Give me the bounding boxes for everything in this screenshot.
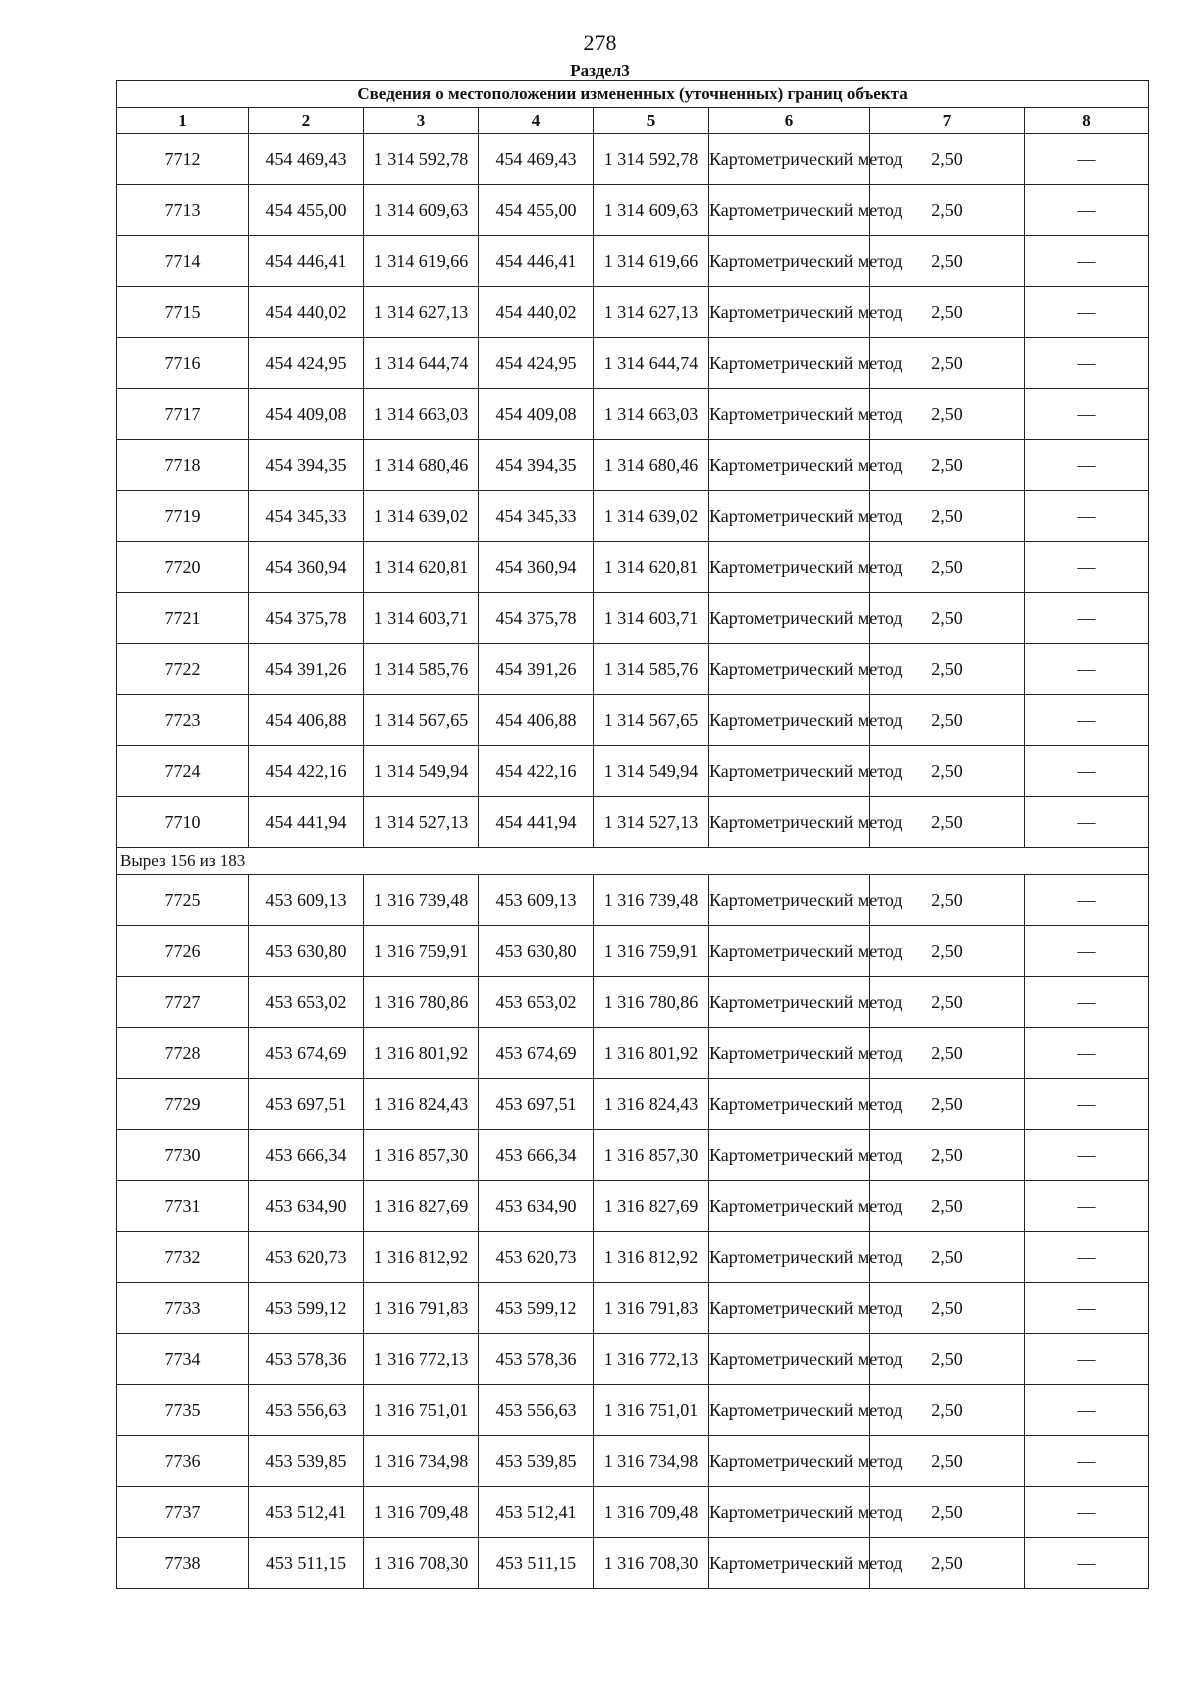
y-coordinate-cell: 1 314 663,03 <box>364 389 479 440</box>
description-cell: — <box>1025 644 1149 695</box>
section-title: Раздел3 <box>570 61 630 80</box>
point-number-cell: 7720 <box>117 542 249 593</box>
x-coordinate-cell: 453 674,69 <box>249 1028 364 1079</box>
point-number-cell: 7723 <box>117 695 249 746</box>
x-coordinate-cell: 453 666,34 <box>249 1130 364 1181</box>
y-coordinate-cell: 1 314 592,78 <box>594 134 709 185</box>
y-coordinate-cell: 1 316 734,98 <box>364 1436 479 1487</box>
y-coordinate-cell: 1 316 751,01 <box>594 1385 709 1436</box>
x-coordinate-cell: 454 391,26 <box>249 644 364 695</box>
y-coordinate-cell: 1 314 567,65 <box>364 695 479 746</box>
y-coordinate-cell: 1 314 680,46 <box>364 440 479 491</box>
description-cell: — <box>1025 236 1149 287</box>
y-coordinate-cell: 1 316 772,13 <box>594 1334 709 1385</box>
method-cell: Картометрический метод <box>709 1028 870 1079</box>
y-coordinate-cell: 1 316 827,69 <box>364 1181 479 1232</box>
y-coordinate-cell: 1 316 739,48 <box>594 875 709 926</box>
y-coordinate-cell: 1 314 627,13 <box>364 287 479 338</box>
point-number-cell: 7727 <box>117 977 249 1028</box>
y-coordinate-cell: 1 316 709,48 <box>364 1487 479 1538</box>
y-coordinate-cell: 1 314 620,81 <box>594 542 709 593</box>
column-number: 2 <box>249 108 364 134</box>
point-number-cell: 7733 <box>117 1283 249 1334</box>
precision-cell: 2,50 <box>870 593 1025 644</box>
x-coordinate-cell: 454 375,78 <box>249 593 364 644</box>
precision-cell: 2,50 <box>870 875 1025 926</box>
description-cell: — <box>1025 1079 1149 1130</box>
x-coordinate-cell: 453 511,15 <box>249 1538 364 1589</box>
y-coordinate-cell: 1 316 812,92 <box>594 1232 709 1283</box>
precision-cell: 2,50 <box>870 1232 1025 1283</box>
x-coordinate-cell: 454 345,33 <box>479 491 594 542</box>
x-coordinate-cell: 453 620,73 <box>479 1232 594 1283</box>
group-label: Вырез 156 из 183 <box>117 848 1149 875</box>
description-cell: — <box>1025 977 1149 1028</box>
x-coordinate-cell: 453 666,34 <box>479 1130 594 1181</box>
description-cell: — <box>1025 1538 1149 1589</box>
precision-cell: 2,50 <box>870 185 1025 236</box>
x-coordinate-cell: 454 455,00 <box>479 185 594 236</box>
method-cell: Картометрический метод <box>709 1130 870 1181</box>
x-coordinate-cell: 454 424,95 <box>249 338 364 389</box>
precision-cell: 2,50 <box>870 746 1025 797</box>
table-row <box>117 926 1149 977</box>
point-number-cell: 7728 <box>117 1028 249 1079</box>
y-coordinate-cell: 1 316 780,86 <box>364 977 479 1028</box>
method-cell: Картометрический метод <box>709 695 870 746</box>
y-coordinate-cell: 1 316 780,86 <box>594 977 709 1028</box>
x-coordinate-cell: 453 653,02 <box>249 977 364 1028</box>
y-coordinate-cell: 1 314 680,46 <box>594 440 709 491</box>
x-coordinate-cell: 454 422,16 <box>479 746 594 797</box>
y-coordinate-cell: 1 316 708,30 <box>594 1538 709 1589</box>
description-cell: — <box>1025 491 1149 542</box>
point-number-cell: 7736 <box>117 1436 249 1487</box>
point-number-cell: 7721 <box>117 593 249 644</box>
description-cell: — <box>1025 287 1149 338</box>
y-coordinate-cell: 1 316 759,91 <box>364 926 479 977</box>
y-coordinate-cell: 1 316 734,98 <box>594 1436 709 1487</box>
y-coordinate-cell: 1 316 772,13 <box>364 1334 479 1385</box>
table-row <box>117 1028 1149 1079</box>
point-number-cell: 7715 <box>117 287 249 338</box>
y-coordinate-cell: 1 316 791,83 <box>594 1283 709 1334</box>
method-cell: Картометрический метод <box>709 746 870 797</box>
description-cell: — <box>1025 1130 1149 1181</box>
x-coordinate-cell: 454 424,95 <box>479 338 594 389</box>
y-coordinate-cell: 1 314 663,03 <box>594 389 709 440</box>
y-coordinate-cell: 1 314 549,94 <box>594 746 709 797</box>
description-cell: — <box>1025 185 1149 236</box>
point-number-cell: 7712 <box>117 134 249 185</box>
x-coordinate-cell: 454 446,41 <box>249 236 364 287</box>
x-coordinate-cell: 454 469,43 <box>479 134 594 185</box>
point-number-cell: 7718 <box>117 440 249 491</box>
x-coordinate-cell: 453 620,73 <box>249 1232 364 1283</box>
table-row <box>117 542 1149 593</box>
y-coordinate-cell: 1 316 709,48 <box>594 1487 709 1538</box>
table-caption: Сведения о местоположении измененных (уточненных) границ объекта <box>117 81 1149 108</box>
x-coordinate-cell: 454 406,88 <box>249 695 364 746</box>
precision-cell: 2,50 <box>870 440 1025 491</box>
column-number: 8 <box>1025 108 1149 134</box>
column-number-row <box>117 108 1149 134</box>
description-cell: — <box>1025 1283 1149 1334</box>
table-row <box>117 185 1149 236</box>
x-coordinate-cell: 453 512,41 <box>479 1487 594 1538</box>
point-number-cell: 7731 <box>117 1181 249 1232</box>
precision-cell: 2,50 <box>870 1079 1025 1130</box>
column-number: 1 <box>117 108 249 134</box>
method-cell: Картометрический метод <box>709 977 870 1028</box>
y-coordinate-cell: 1 316 824,43 <box>364 1079 479 1130</box>
point-number-cell: 7729 <box>117 1079 249 1130</box>
method-cell: Картометрический метод <box>709 797 870 848</box>
y-coordinate-cell: 1 316 824,43 <box>594 1079 709 1130</box>
x-coordinate-cell: 454 360,94 <box>479 542 594 593</box>
description-cell: — <box>1025 797 1149 848</box>
description-cell: — <box>1025 1028 1149 1079</box>
point-number-cell: 7726 <box>117 926 249 977</box>
description-cell: — <box>1025 1232 1149 1283</box>
y-coordinate-cell: 1 314 549,94 <box>364 746 479 797</box>
description-cell: — <box>1025 926 1149 977</box>
y-coordinate-cell: 1 316 759,91 <box>594 926 709 977</box>
point-number-cell: 7732 <box>117 1232 249 1283</box>
y-coordinate-cell: 1 314 619,66 <box>594 236 709 287</box>
precision-cell: 2,50 <box>870 1487 1025 1538</box>
description-cell: — <box>1025 593 1149 644</box>
x-coordinate-cell: 453 697,51 <box>479 1079 594 1130</box>
x-coordinate-cell: 453 630,80 <box>479 926 594 977</box>
method-cell: Картометрический метод <box>709 287 870 338</box>
precision-cell: 2,50 <box>870 134 1025 185</box>
x-coordinate-cell: 453 653,02 <box>479 977 594 1028</box>
table-row <box>117 236 1149 287</box>
precision-cell: 2,50 <box>870 797 1025 848</box>
y-coordinate-cell: 1 316 739,48 <box>364 875 479 926</box>
y-coordinate-cell: 1 316 791,83 <box>364 1283 479 1334</box>
table-body <box>117 134 1149 1589</box>
y-coordinate-cell: 1 316 801,92 <box>364 1028 479 1079</box>
page-number: 278 <box>583 30 617 55</box>
description-cell: — <box>1025 389 1149 440</box>
x-coordinate-cell: 453 556,63 <box>249 1385 364 1436</box>
x-coordinate-cell: 453 609,13 <box>479 875 594 926</box>
method-cell: Картометрический метод <box>709 389 870 440</box>
precision-cell: 2,50 <box>870 287 1025 338</box>
table-row <box>117 1079 1149 1130</box>
y-coordinate-cell: 1 314 603,71 <box>594 593 709 644</box>
precision-cell: 2,50 <box>870 491 1025 542</box>
table-row <box>117 746 1149 797</box>
point-number-cell: 7735 <box>117 1385 249 1436</box>
precision-cell: 2,50 <box>870 1334 1025 1385</box>
y-coordinate-cell: 1 314 527,13 <box>364 797 479 848</box>
description-cell: — <box>1025 695 1149 746</box>
x-coordinate-cell: 454 394,35 <box>479 440 594 491</box>
method-cell: Картометрический метод <box>709 1232 870 1283</box>
y-coordinate-cell: 1 316 857,30 <box>594 1130 709 1181</box>
point-number-cell: 7737 <box>117 1487 249 1538</box>
x-coordinate-cell: 454 469,43 <box>249 134 364 185</box>
method-cell: Картометрический метод <box>709 491 870 542</box>
x-coordinate-cell: 453 578,36 <box>479 1334 594 1385</box>
table-caption-row <box>117 81 1149 108</box>
method-cell: Картометрический метод <box>709 185 870 236</box>
precision-cell: 2,50 <box>870 1436 1025 1487</box>
method-cell: Картометрический метод <box>709 1436 870 1487</box>
table-row <box>117 1436 1149 1487</box>
column-number: 3 <box>364 108 479 134</box>
method-cell: Картометрический метод <box>709 926 870 977</box>
x-coordinate-cell: 454 409,08 <box>249 389 364 440</box>
y-coordinate-cell: 1 314 527,13 <box>594 797 709 848</box>
x-coordinate-cell: 454 422,16 <box>249 746 364 797</box>
x-coordinate-cell: 454 406,88 <box>479 695 594 746</box>
table-row <box>117 797 1149 848</box>
x-coordinate-cell: 453 539,85 <box>479 1436 594 1487</box>
x-coordinate-cell: 453 578,36 <box>249 1334 364 1385</box>
y-coordinate-cell: 1 314 585,76 <box>364 644 479 695</box>
x-coordinate-cell: 453 634,90 <box>249 1181 364 1232</box>
x-coordinate-cell: 454 375,78 <box>479 593 594 644</box>
x-coordinate-cell: 454 345,33 <box>249 491 364 542</box>
y-coordinate-cell: 1 314 644,74 <box>364 338 479 389</box>
y-coordinate-cell: 1 314 619,66 <box>364 236 479 287</box>
description-cell: — <box>1025 134 1149 185</box>
y-coordinate-cell: 1 314 567,65 <box>594 695 709 746</box>
method-cell: Картометрический метод <box>709 1538 870 1589</box>
column-number: 5 <box>594 108 709 134</box>
point-number-cell: 7716 <box>117 338 249 389</box>
y-coordinate-cell: 1 316 751,01 <box>364 1385 479 1436</box>
precision-cell: 2,50 <box>870 695 1025 746</box>
precision-cell: 2,50 <box>870 1538 1025 1589</box>
method-cell: Картометрический метод <box>709 593 870 644</box>
method-cell: Картометрический метод <box>709 875 870 926</box>
description-cell: — <box>1025 746 1149 797</box>
precision-cell: 2,50 <box>870 926 1025 977</box>
table-row <box>117 644 1149 695</box>
x-coordinate-cell: 453 511,15 <box>479 1538 594 1589</box>
table-row <box>117 440 1149 491</box>
y-coordinate-cell: 1 314 609,63 <box>594 185 709 236</box>
y-coordinate-cell: 1 314 585,76 <box>594 644 709 695</box>
point-number-cell: 7710 <box>117 797 249 848</box>
point-number-cell: 7734 <box>117 1334 249 1385</box>
table-row <box>117 875 1149 926</box>
point-number-cell: 7714 <box>117 236 249 287</box>
point-number-cell: 7722 <box>117 644 249 695</box>
point-number-cell: 7724 <box>117 746 249 797</box>
method-cell: Картометрический метод <box>709 134 870 185</box>
method-cell: Картометрический метод <box>709 338 870 389</box>
x-coordinate-cell: 454 391,26 <box>479 644 594 695</box>
precision-cell: 2,50 <box>870 1130 1025 1181</box>
x-coordinate-cell: 454 409,08 <box>479 389 594 440</box>
y-coordinate-cell: 1 314 627,13 <box>594 287 709 338</box>
point-number-cell: 7717 <box>117 389 249 440</box>
table-row <box>117 1232 1149 1283</box>
table-row <box>117 1385 1149 1436</box>
x-coordinate-cell: 453 634,90 <box>479 1181 594 1232</box>
x-coordinate-cell: 453 539,85 <box>249 1436 364 1487</box>
x-coordinate-cell: 453 630,80 <box>249 926 364 977</box>
method-cell: Картометрический метод <box>709 1385 870 1436</box>
method-cell: Картометрический метод <box>709 644 870 695</box>
x-coordinate-cell: 454 455,00 <box>249 185 364 236</box>
table-row <box>117 389 1149 440</box>
method-cell: Картометрический метод <box>709 440 870 491</box>
precision-cell: 2,50 <box>870 1385 1025 1436</box>
point-number-cell: 7719 <box>117 491 249 542</box>
table-row <box>117 593 1149 644</box>
description-cell: — <box>1025 1334 1149 1385</box>
column-number: 4 <box>479 108 594 134</box>
precision-cell: 2,50 <box>870 338 1025 389</box>
y-coordinate-cell: 1 314 644,74 <box>594 338 709 389</box>
table-row <box>117 338 1149 389</box>
x-coordinate-cell: 453 556,63 <box>479 1385 594 1436</box>
x-coordinate-cell: 454 360,94 <box>249 542 364 593</box>
y-coordinate-cell: 1 316 827,69 <box>594 1181 709 1232</box>
x-coordinate-cell: 454 446,41 <box>479 236 594 287</box>
method-cell: Картометрический метод <box>709 1283 870 1334</box>
column-number: 6 <box>709 108 870 134</box>
x-coordinate-cell: 454 394,35 <box>249 440 364 491</box>
x-coordinate-cell: 453 599,12 <box>249 1283 364 1334</box>
precision-cell: 2,50 <box>870 977 1025 1028</box>
x-coordinate-cell: 454 440,02 <box>249 287 364 338</box>
precision-cell: 2,50 <box>870 236 1025 287</box>
description-cell: — <box>1025 875 1149 926</box>
x-coordinate-cell: 453 599,12 <box>479 1283 594 1334</box>
table-row <box>117 1487 1149 1538</box>
description-cell: — <box>1025 1385 1149 1436</box>
method-cell: Картометрический метод <box>709 1181 870 1232</box>
table-row <box>117 287 1149 338</box>
x-coordinate-cell: 453 512,41 <box>249 1487 364 1538</box>
y-coordinate-cell: 1 316 801,92 <box>594 1028 709 1079</box>
description-cell: — <box>1025 1181 1149 1232</box>
method-cell: Картометрический метод <box>709 1079 870 1130</box>
table-row <box>117 1181 1149 1232</box>
y-coordinate-cell: 1 314 603,71 <box>364 593 479 644</box>
x-coordinate-cell: 454 441,94 <box>249 797 364 848</box>
table-row <box>117 491 1149 542</box>
point-number-cell: 7725 <box>117 875 249 926</box>
description-cell: — <box>1025 542 1149 593</box>
y-coordinate-cell: 1 314 620,81 <box>364 542 479 593</box>
y-coordinate-cell: 1 316 708,30 <box>364 1538 479 1589</box>
column-number: 7 <box>870 108 1025 134</box>
y-coordinate-cell: 1 316 812,92 <box>364 1232 479 1283</box>
y-coordinate-cell: 1 314 609,63 <box>364 185 479 236</box>
x-coordinate-cell: 454 441,94 <box>479 797 594 848</box>
y-coordinate-cell: 1 314 639,02 <box>364 491 479 542</box>
method-cell: Картометрический метод <box>709 1487 870 1538</box>
table-row <box>117 1130 1149 1181</box>
description-cell: — <box>1025 338 1149 389</box>
precision-cell: 2,50 <box>870 1028 1025 1079</box>
y-coordinate-cell: 1 314 592,78 <box>364 134 479 185</box>
table-row <box>117 1538 1149 1589</box>
x-coordinate-cell: 453 697,51 <box>249 1079 364 1130</box>
description-cell: — <box>1025 1487 1149 1538</box>
precision-cell: 2,50 <box>870 1181 1025 1232</box>
x-coordinate-cell: 453 674,69 <box>479 1028 594 1079</box>
table-row <box>117 134 1149 185</box>
point-number-cell: 7738 <box>117 1538 249 1589</box>
precision-cell: 2,50 <box>870 644 1025 695</box>
y-coordinate-cell: 1 316 857,30 <box>364 1130 479 1181</box>
precision-cell: 2,50 <box>870 542 1025 593</box>
method-cell: Картометрический метод <box>709 542 870 593</box>
method-cell: Картометрический метод <box>709 236 870 287</box>
group-row <box>117 848 1149 875</box>
method-cell: Картометрический метод <box>709 1334 870 1385</box>
x-coordinate-cell: 453 609,13 <box>249 875 364 926</box>
coordinates-table <box>116 80 1149 1589</box>
description-cell: — <box>1025 1436 1149 1487</box>
description-cell: — <box>1025 440 1149 491</box>
point-number-cell: 7730 <box>117 1130 249 1181</box>
precision-cell: 2,50 <box>870 389 1025 440</box>
table-row <box>117 1334 1149 1385</box>
precision-cell: 2,50 <box>870 1283 1025 1334</box>
table-row <box>117 1283 1149 1334</box>
x-coordinate-cell: 454 440,02 <box>479 287 594 338</box>
table-row <box>117 695 1149 746</box>
table-row <box>117 977 1149 1028</box>
point-number-cell: 7713 <box>117 185 249 236</box>
y-coordinate-cell: 1 314 639,02 <box>594 491 709 542</box>
